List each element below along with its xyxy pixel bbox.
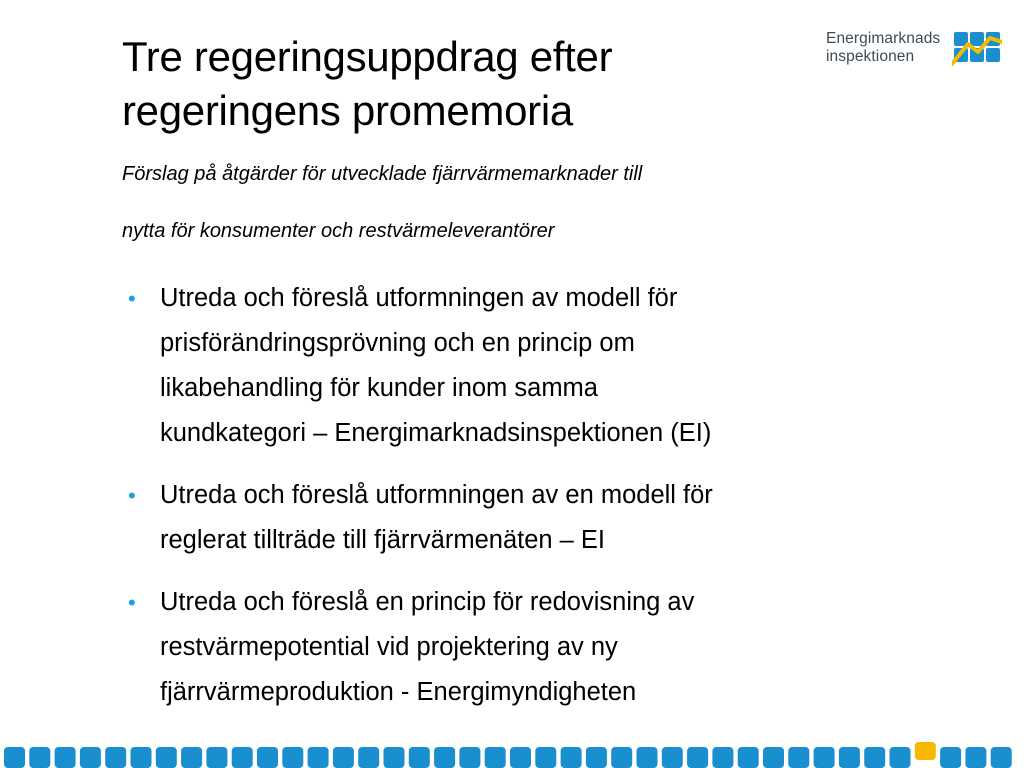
footer-square: [232, 747, 253, 768]
logo-text-line-1: Energimarknads: [826, 30, 941, 47]
logo-wordmark: [826, 30, 940, 66]
bullet-3-line-3: fjärrvärmeproduktion - Energimyndigheten: [160, 678, 637, 706]
footer-square: [738, 747, 759, 768]
bullet-1-line-1: Utreda och föreslå utformningen av modell för: [160, 284, 678, 312]
footer-square: [662, 747, 683, 768]
subtitle-line-2: nytta för konsumenter och restvärmeleverantörer: [122, 220, 555, 242]
footer-square: [611, 747, 632, 768]
bullet-2-line-1: Utreda och föreslå utformningen av en modell för: [160, 481, 713, 509]
footer-square: [940, 747, 961, 768]
footer-square: [257, 747, 278, 768]
footer-square: [485, 747, 506, 768]
bullet-item-2: [128, 473, 928, 563]
bullet-2-line-2: reglerat tillträde till fjärrvärmenäten – EI: [160, 526, 606, 554]
footer-square: [991, 747, 1012, 768]
footer-square: [181, 747, 202, 768]
footer-square: [687, 747, 708, 768]
footer-square: [763, 747, 784, 768]
footer-square: [156, 747, 177, 768]
footer-square: [459, 747, 480, 768]
bullet-dot-icon: •: [128, 590, 136, 615]
bullet-1-line-3: likabehandling för kunder inom samma: [160, 374, 598, 402]
bullet-3-line-2: restvärmepotential vid projektering av ny: [160, 633, 618, 661]
title-line-1: Tre regeringsuppdrag efter: [122, 33, 613, 80]
footer-square: [308, 747, 329, 768]
footer-square: [105, 747, 126, 768]
bullet-dot-icon: •: [128, 286, 136, 311]
bullet-3-line-1: Utreda och föreslå en princip för redovisning av: [160, 588, 695, 616]
subtitle-line-1: Förslag på åtgärder för utvecklade fjärrvärmemarknader till: [122, 163, 643, 185]
footer-square: [333, 747, 354, 768]
footer-square: [434, 747, 455, 768]
footer-square: [839, 747, 860, 768]
footer-square: [206, 747, 227, 768]
footer-square: [131, 747, 152, 768]
footer-square: [535, 747, 556, 768]
footer-square: [4, 747, 25, 768]
bullet-1-line-2: prisförändringsprövning och en princip om: [160, 329, 635, 357]
footer-square: [80, 747, 101, 768]
bullet-1-line-4: kundkategori – Energimarknadsinspektionen (EI): [160, 419, 712, 447]
bullet-list: [128, 276, 928, 732]
footer-square: [965, 747, 986, 768]
footer-square: [890, 747, 911, 768]
footer-square: [712, 747, 733, 768]
footer-square: [282, 747, 303, 768]
footer-square: [358, 747, 379, 768]
bullet-item-3: [128, 580, 928, 715]
bullet-item-1: [128, 276, 928, 456]
footer-square: [788, 747, 809, 768]
footer-square: [561, 747, 582, 768]
footer-square: [637, 747, 658, 768]
energimarknadsinspektionen-logo: [826, 30, 1016, 74]
footer-square: [510, 747, 531, 768]
title-line-2: regeringens promemoria: [122, 87, 573, 134]
footer-square: [384, 747, 405, 768]
logo-text-line-2: inspektionen: [826, 48, 915, 65]
logo-mark-icon: [952, 30, 1002, 68]
bullet-dot-icon: •: [128, 483, 136, 508]
footer-decorative-band: [0, 742, 1024, 768]
footer-highlight-square: [915, 742, 936, 760]
footer-square: [55, 747, 76, 768]
slide-title: [122, 30, 782, 138]
footer-square: [814, 747, 835, 768]
footer-square: [864, 747, 885, 768]
footer-square: [409, 747, 430, 768]
footer-square: [29, 747, 50, 768]
footer-square: [586, 747, 607, 768]
